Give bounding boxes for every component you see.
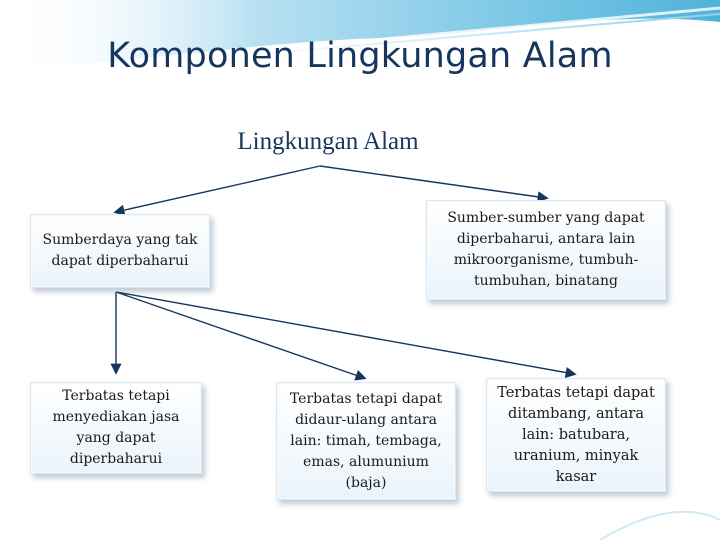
node-limited-recyclable xyxy=(276,382,456,500)
node-renewable xyxy=(426,200,666,300)
node-non-renewable-text: Sumberdaya yang tak dapat diperbaharui xyxy=(42,232,198,269)
footer-swirl xyxy=(600,512,720,540)
node-limited-minable-text: Terbatas tetapi dapat ditambang, antara lain: batubara, uranium, minyak kasar xyxy=(497,384,655,485)
slide-title: Komponen Lingkungan Alam xyxy=(107,36,613,76)
connector-root-left xyxy=(116,166,320,212)
connector-root-right xyxy=(320,166,546,198)
node-non-renewable xyxy=(30,214,210,288)
connector-left-middle xyxy=(116,292,364,378)
node-limited-services-text: Terbatas tetapi menyediakan jasa yang dapat diperbaharui xyxy=(52,388,180,467)
connector-left-right xyxy=(116,292,574,374)
node-limited-recyclable-text: Terbatas tetapi dapat didaur-ulang antara lain: timah, tembaga, emas, alumunium (baja) xyxy=(289,390,443,491)
node-limited-minable xyxy=(486,378,666,492)
root-node-label: Lingkungan Alam xyxy=(237,128,419,155)
node-renewable-text: Sumber-sumber yang dapat diperbaharui, antara lain mikroorganisme, tumbuh-tumbuhan, binatang xyxy=(447,210,645,289)
node-limited-services xyxy=(30,382,202,474)
